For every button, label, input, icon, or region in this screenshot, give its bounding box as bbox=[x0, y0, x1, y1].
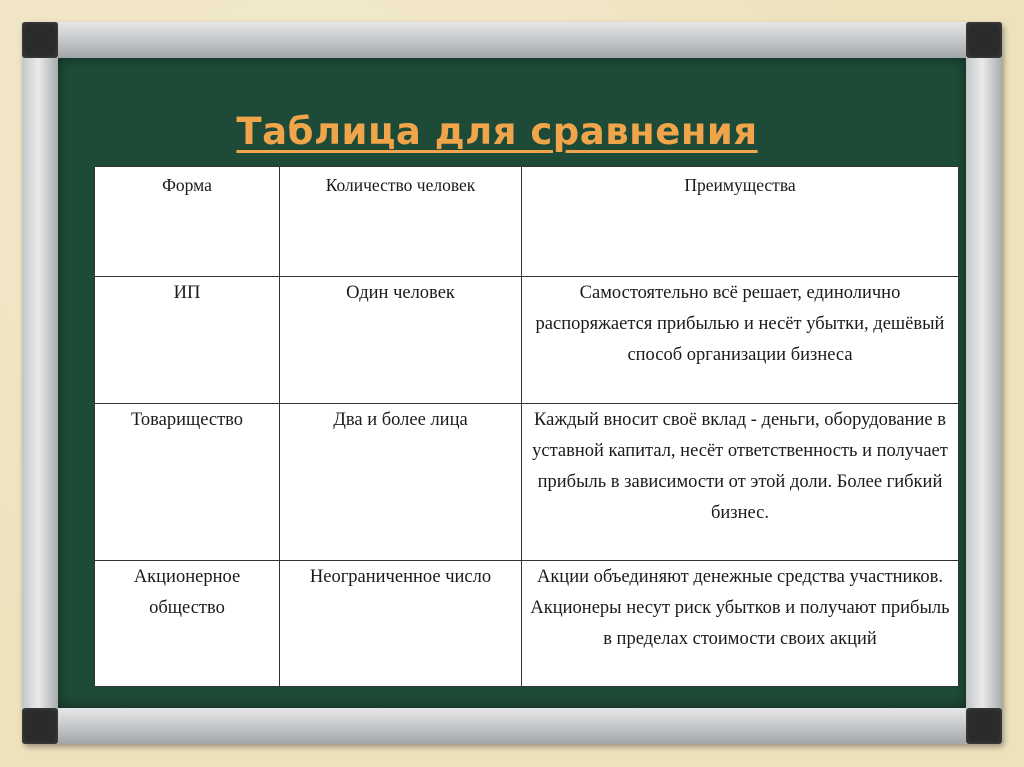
table-header-row bbox=[95, 167, 959, 277]
frame-corner-top-left bbox=[22, 22, 58, 58]
frame-bottom-rail bbox=[22, 708, 1002, 744]
table-row bbox=[95, 561, 959, 687]
cell-people: Неограниченное число bbox=[280, 561, 522, 687]
comparison-table bbox=[94, 166, 959, 687]
slide-title-wrapper bbox=[0, 110, 1024, 153]
header-people: Количество человек bbox=[280, 167, 522, 277]
slide-title: Таблица для сравнения bbox=[236, 110, 758, 153]
cell-advantages: Акции объединяют денежные средства участников. Акционеры несут риск убытков и получают прибыль в пределах стоимости своих акций bbox=[522, 561, 959, 687]
cell-people: Два и более лица bbox=[280, 404, 522, 561]
cell-form: Акционерное общество bbox=[95, 561, 280, 687]
cell-people: Один человек bbox=[280, 277, 522, 404]
frame-corner-top-right bbox=[966, 22, 1002, 58]
header-form: Форма bbox=[95, 167, 280, 277]
frame-top-rail bbox=[22, 22, 1002, 58]
cell-form: ИП bbox=[95, 277, 280, 404]
cell-advantages: Каждый вносит своё вклад - деньги, оборудование в уставной капитал, несёт ответственность и получает прибыль в зависимости от этой доли. Более гибкий бизнес. bbox=[522, 404, 959, 561]
cell-advantages: Самостоятельно всё решает, единолично распоряжается прибылью и несёт убытки, дешёвый способ организации бизнеса bbox=[522, 277, 959, 404]
header-advantages: Преимущества bbox=[522, 167, 959, 277]
table-row bbox=[95, 404, 959, 561]
frame-corner-bottom-right bbox=[966, 708, 1002, 744]
frame-corner-bottom-left bbox=[22, 708, 58, 744]
cell-form: Товарищество bbox=[95, 404, 280, 561]
table-row bbox=[95, 277, 959, 404]
